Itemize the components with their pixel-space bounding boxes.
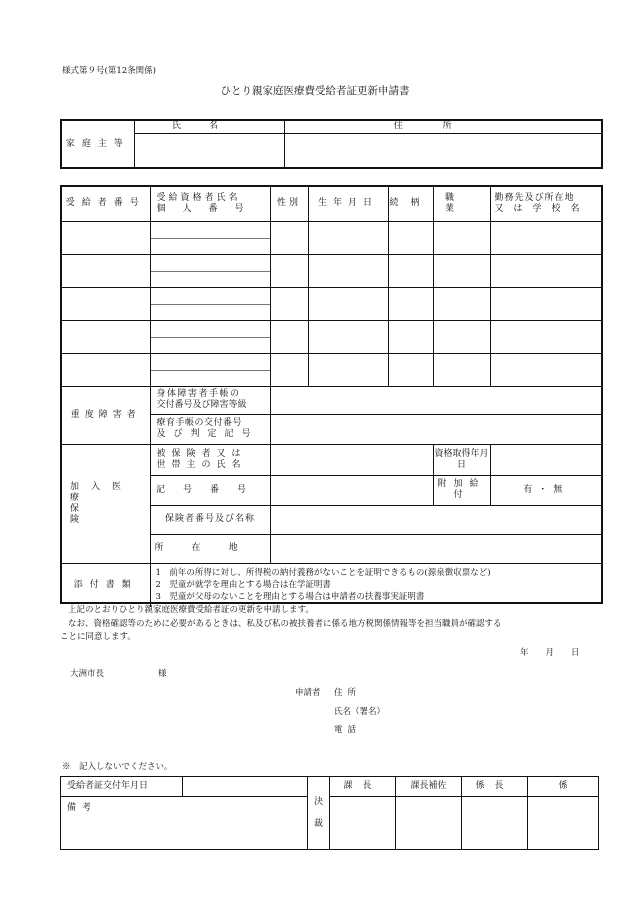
insurance-label: 加入医療 xyxy=(70,481,134,503)
symbol-number-field[interactable] xyxy=(270,475,433,505)
household-address-header: 住所 xyxy=(393,121,492,132)
approver-unit-chief: 係長 xyxy=(475,781,514,791)
col-relation: 続柄 xyxy=(389,198,432,209)
attachment-item: 3 児童が父母のないことを理由とする場合は申請者の扶養事実証明書 xyxy=(155,592,425,603)
attachments-label: 添付書類 xyxy=(73,579,138,590)
workplace-field[interactable] xyxy=(490,353,601,386)
physical-handbook-grade-label: 交付番号及び障害等級 xyxy=(156,400,247,410)
rehab-judgment-label: 及び判定記号 xyxy=(156,429,259,439)
rehab-handbook-label: 療育手帳の交付番号 xyxy=(156,418,243,428)
birthdate-field[interactable] xyxy=(308,221,388,254)
acquired-date-field[interactable] xyxy=(490,444,601,475)
table-row xyxy=(62,287,601,320)
approver-section-chief: 課長 xyxy=(343,781,382,791)
relation-field[interactable] xyxy=(388,254,433,287)
col-workplace: 勤務先及び所在地 xyxy=(494,192,575,203)
stamp-cell xyxy=(462,797,528,850)
stamp-cell xyxy=(528,797,599,850)
remarks-label: 備考 xyxy=(67,803,98,813)
occupation-field[interactable] xyxy=(433,254,490,287)
birthdate-field[interactable] xyxy=(308,353,388,386)
office-frame xyxy=(60,776,599,850)
acquired-date-label: 資格取得年月日 xyxy=(434,448,489,470)
recipient-number-field[interactable] xyxy=(62,221,150,254)
col-individual-number: 個人番号 xyxy=(156,203,261,214)
household-table xyxy=(62,121,601,167)
symbol-number-label: 記号番号 xyxy=(155,484,264,495)
col-gender: 性別 xyxy=(276,198,301,209)
stamp-cell xyxy=(396,797,462,850)
gender-field[interactable] xyxy=(270,353,308,386)
individual-number-field[interactable] xyxy=(151,370,270,386)
relation-field[interactable] xyxy=(388,353,433,386)
physical-handbook-label: 身体障害者手帳の xyxy=(156,389,241,399)
issue-date-field xyxy=(183,777,308,797)
household-head-label: 世帯主の氏名 xyxy=(156,459,247,470)
approver-deputy-chief: 課長補佐 xyxy=(410,781,447,791)
decision-label: 決裁 xyxy=(313,797,323,829)
insured-person-field[interactable] xyxy=(270,444,433,475)
table-row xyxy=(62,320,601,353)
recipient-name-field[interactable] xyxy=(151,255,270,271)
approver-staff: 係 xyxy=(558,781,568,791)
application-date[interactable]: 年 月 日 xyxy=(520,648,580,658)
physical-handbook-field[interactable] xyxy=(270,386,601,414)
relation-field[interactable] xyxy=(388,287,433,320)
rehab-handbook-field[interactable] xyxy=(270,414,601,444)
household-frame xyxy=(60,119,603,169)
disability-label: 重度障害者 xyxy=(70,409,141,420)
col-occupation: 職業 xyxy=(444,192,478,214)
workplace-field[interactable] xyxy=(490,287,601,320)
table-row xyxy=(62,353,601,386)
occupation-field[interactable] xyxy=(433,320,490,353)
recipient-name-field[interactable] xyxy=(151,288,270,304)
occupation-field[interactable] xyxy=(433,353,490,386)
individual-number-field[interactable] xyxy=(151,271,270,287)
additional-benefit-label: 附加給付 xyxy=(437,479,486,500)
relation-field[interactable] xyxy=(388,320,433,353)
recipient-number-field[interactable] xyxy=(62,254,150,287)
recipient-name-field[interactable] xyxy=(151,222,270,238)
recipient-name-field[interactable] xyxy=(151,354,270,370)
office-table xyxy=(60,776,599,850)
declaration-line3: ことに同意します。 xyxy=(60,632,136,642)
office-note: ※ 記入しないでください。 xyxy=(62,762,173,772)
workplace-field[interactable] xyxy=(490,221,601,254)
recipient-number-field[interactable] xyxy=(62,353,150,386)
insured-person-label: 被保険者又は xyxy=(156,448,247,459)
location-label: 所在地 xyxy=(154,543,266,553)
recipient-number-field[interactable] xyxy=(62,320,150,353)
insurer-field[interactable] xyxy=(270,505,601,534)
applicant-address-label: 住所 xyxy=(334,688,362,698)
issue-date-label: 受給者証交付年月日 xyxy=(67,781,149,791)
yes-no-option[interactable]: 有・無 xyxy=(523,484,569,495)
household-name-field[interactable] xyxy=(134,133,284,167)
gender-field[interactable] xyxy=(270,287,308,320)
addressee-honorific: 様 xyxy=(158,669,167,679)
household-name-header: 氏名 xyxy=(171,121,246,132)
birthdate-field[interactable] xyxy=(308,254,388,287)
occupation-field[interactable] xyxy=(433,221,490,254)
household-address-field[interactable] xyxy=(284,133,601,167)
birthdate-field[interactable] xyxy=(308,287,388,320)
declaration-line2: なお、資格確認等のために必要があるときは、私及び私の被扶養者に係る地方税関係情報等を担当職員が確認する xyxy=(68,619,502,629)
stamp-cell xyxy=(330,797,396,850)
gender-field[interactable] xyxy=(270,221,308,254)
relation-field[interactable] xyxy=(388,221,433,254)
addressee: 大洲市長 xyxy=(70,669,105,679)
recipient-table xyxy=(62,187,601,607)
applicant-label: 申請者 xyxy=(295,688,321,698)
main-frame xyxy=(60,185,603,604)
insurer-label: 保険者番号及び名称 xyxy=(164,514,255,524)
birthdate-field[interactable] xyxy=(308,320,388,353)
gender-field[interactable] xyxy=(270,320,308,353)
table-row xyxy=(62,221,601,254)
workplace-field[interactable] xyxy=(490,320,601,353)
individual-number-field[interactable] xyxy=(151,304,270,320)
attachment-item: 1 前年の所得に対し、所得税の納付義務がないことを証明できるもの(源泉徴収票など) xyxy=(155,568,491,579)
form-number: 様式第９号(第12条関係) xyxy=(62,66,156,76)
individual-number-field[interactable] xyxy=(151,238,270,254)
insurance-label-line2: 保険 xyxy=(70,503,130,525)
location-field[interactable] xyxy=(270,534,601,563)
page-title: ひとり親家庭医療費受給者証更新申請書 xyxy=(220,85,410,97)
applicant-phone-label: 電話 xyxy=(334,725,362,735)
occupation-field[interactable] xyxy=(433,287,490,320)
individual-number-field[interactable] xyxy=(151,337,270,353)
applicant-name-label: 氏名（署名） xyxy=(334,707,386,717)
col-recipient-name: 受給資格者氏名 xyxy=(156,192,241,203)
table-row xyxy=(62,254,601,287)
gender-field[interactable] xyxy=(270,254,308,287)
declaration-line1: 上記のとおりひとり親家庭医療費受給者証の更新を申請します。 xyxy=(68,605,314,615)
household-label: 家庭主等 xyxy=(65,138,130,149)
recipient-number-field[interactable] xyxy=(62,287,150,320)
col-recipient-number: 受給者番号 xyxy=(65,198,146,209)
workplace-field[interactable] xyxy=(490,254,601,287)
col-birthdate: 生年月日 xyxy=(317,198,378,209)
attachment-item: 2 児童が就学を理由とする場合は在学証明書 xyxy=(155,580,331,591)
col-school: 又は学校名 xyxy=(494,203,590,214)
recipient-name-field[interactable] xyxy=(151,321,270,337)
